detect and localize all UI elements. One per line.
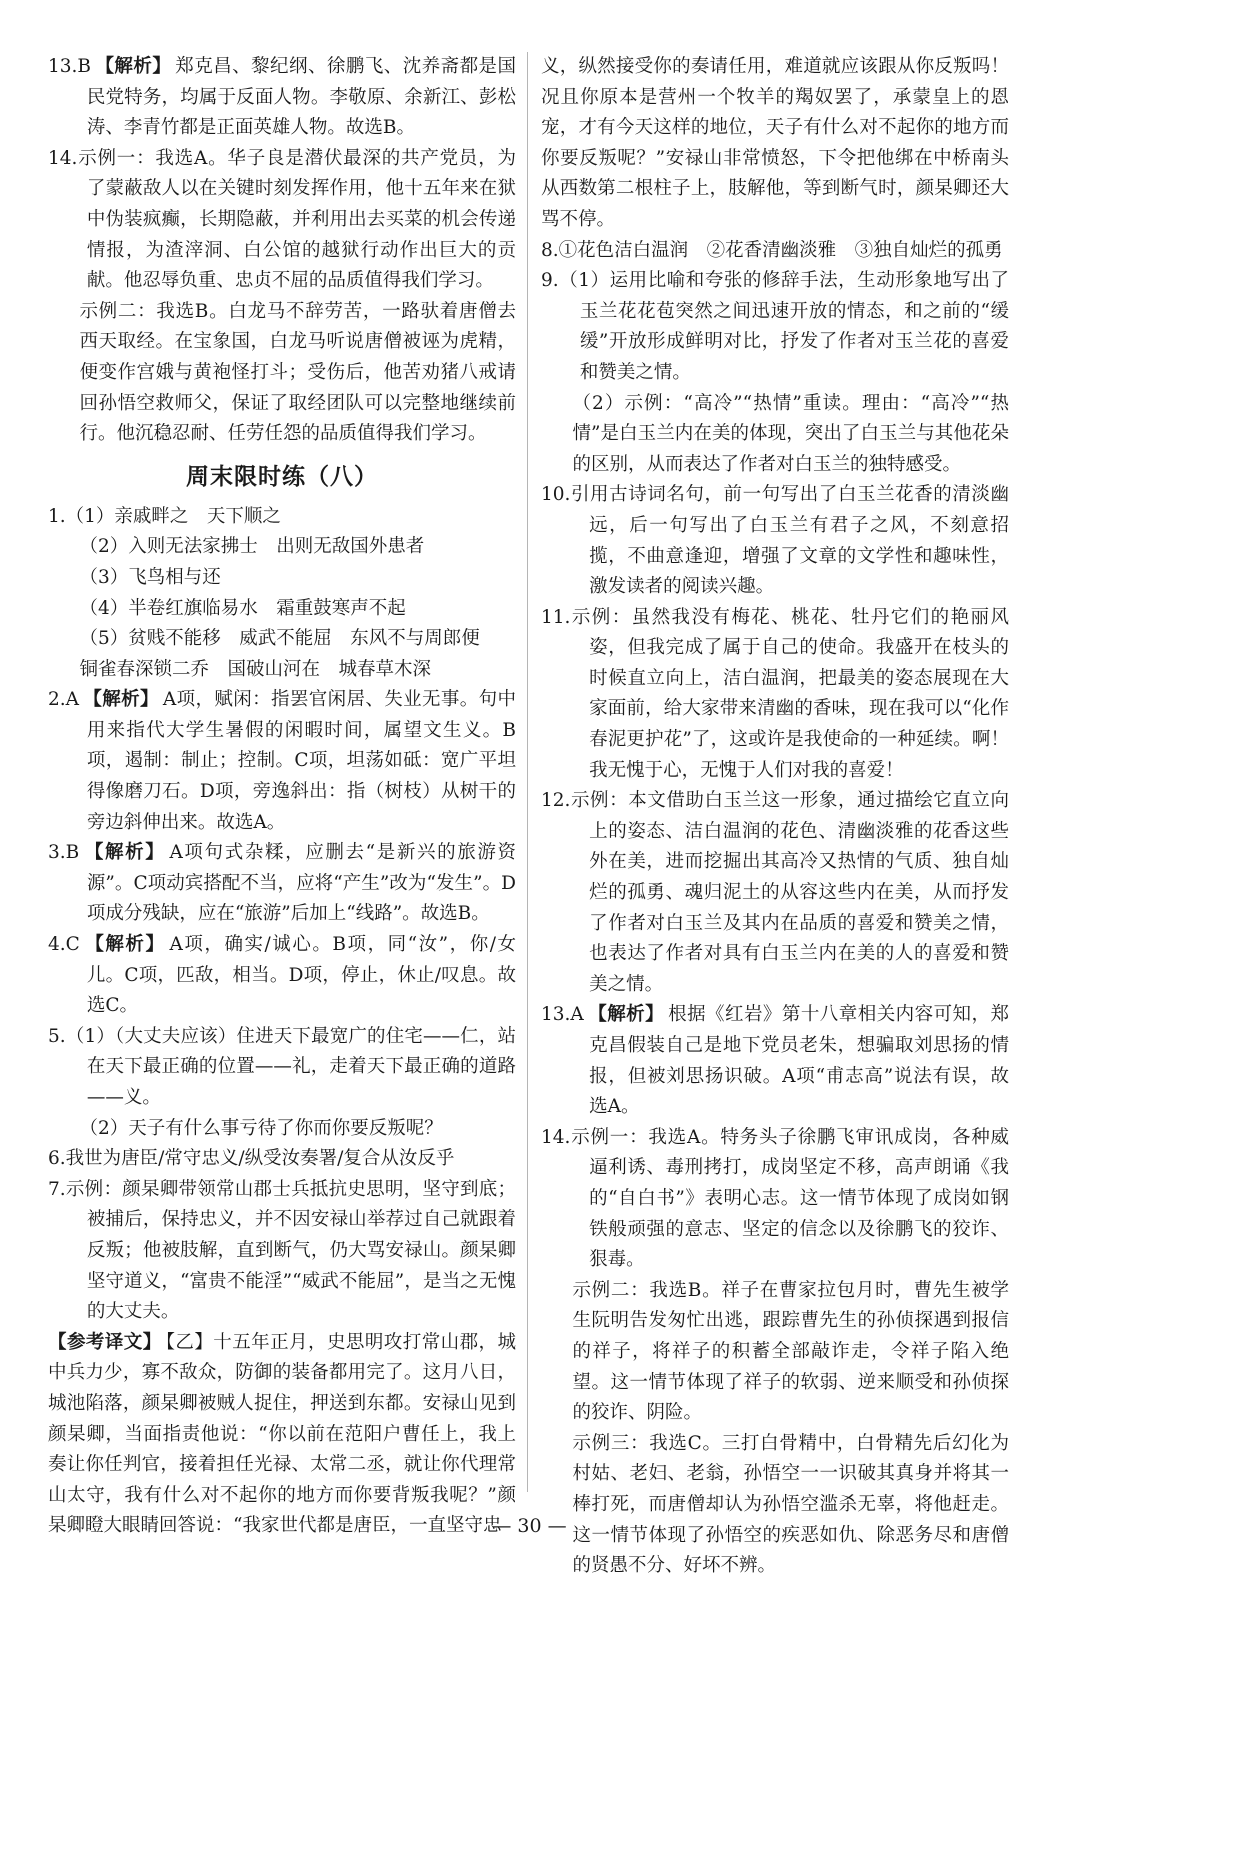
answer-10: 10.引用古诗词名句，前一句写出了白玉兰花香的清淡幽远，后一句写出了白玉兰有君子之风，不刻意招揽，不曲意逢迎，增强了文章的文学性和趣味性，激发读者的阅读兴趣。 (541, 484, 1009, 598)
answer-3: 3.B 【解析】 A项句式杂糅，应删去“是新兴的旅游资源”。C项动宾搭配不当，应将“产生”改为“发生”。D项成分残缺，应在“旅游”后加上“线路”。故选B。 (48, 842, 516, 925)
answer-1-line: （3）飞鸟相与还 (79, 566, 221, 588)
answer-1-line: （5）贫贱不能移 威武不能屈 东风不与周郎便 (79, 628, 480, 650)
answer-14-example-2: 示例二：我选B。白龙马不辞劳苦，一路驮着唐僧去西天取经。在宝象国，白龙马听说唐僧被诬为虎精，便变作宫娥与黄袍怪打斗；受伤后，他苦劝猪八戒请回孙悟空救师父，保证了取经团队可以完整地继续前行。他沉稳忍耐、任劳任怨的品质值得我们学习。 (79, 300, 516, 445)
section-title: 周末限时练（八） (186, 462, 378, 490)
answer-13: 13.A 【解析】 根据《红岩》第十八章相关内容可知，郑克昌假装自己是地下党员老朱，想骗取刘思扬的情报，但被刘思扬识破。A项“甫志高”说法有误，故选A。 (541, 1004, 1009, 1118)
answer-5: 5.（1）（大丈夫应该）住进天下最宽广的住宅——仁，站在天下最正确的位置——礼，走着天下最正确的道路——义。 (48, 1025, 516, 1108)
reference-translation: 【参考译文】 【乙】十五年正月，史思明攻打常山郡，城中兵力少，寡不敌众，防御的装备都用完了。这月八日，城池陷落，颜杲卿被贼人捉住，押送到东都。安禄山见到颜杲卿，当面指责他说：“你以前在范阳户曹任上，我上奏让你任判官，接着担任光禄、太常二丞，就让你代理常山太守，我有什么对不起你的地方而你要背叛我呢？”颜杲卿瞪大眼睛回答说：“我家世代都是唐臣，一直坚守忠 (48, 1331, 516, 1537)
answer-1-line: 铜雀春深锁二乔 国破山河在 城春草木深 (79, 658, 431, 680)
answer-14: 14.示例一：我选A。华子良是潜伏最深的共产党员，为了蒙蔽敌人以在关键时刻发挥作用，他十五年来在狱中伪装疯癫，长期隐蔽，并利用出去买菜的机会传递情报，为渣滓洞、白公馆的越狱行动作出巨大的贡献。他忍辱负重、忠贞不屈的品质值得我们学习。 (48, 147, 516, 292)
answer-2: 2.A 【解析】 A项，赋闲：指罢官闲居、失业无事。句中用来指代大学生暑假的闲暇时间，属望文生义。B项，遏制：制止；控制。C项，坦荡如砥：宽广平坦得像磨刀石。D项，旁逸斜出：指（树枝）从树干的旁边斜伸出来。故选A。 (48, 689, 516, 833)
right-column (541, 52, 1009, 1582)
answer-9: 9.（1）运用比喻和夸张的修辞手法，生动形象地写出了玉兰花花苞突然之间迅速开放的情态，和之前的“缓缓”开放形成鲜明对比，抒发了作者对玉兰花的喜爱和赞美之情。 (541, 270, 1009, 383)
answer-11: 11.示例：虽然我没有梅花、桃花、牡丹它们的艳丽风姿，但我完成了属于自己的使命。我盛开在枝头的时候直立向上，洁白温润，把最美的姿态展现在大家面前，给大家带来清幽的香味，现在我可以“化作春泥更护花”了，这或许是我使命的一种延续。啊！我无愧于心，无愧于人们对我的喜爱！ (541, 606, 1009, 781)
reference-translation-continued: 义，纵然接受你的奏请任用，难道就应该跟从你反叛吗！况且你原本是营州一个牧羊的羯奴罢了，承蒙皇上的恩宠，才有今天这样的地位，天子有什么对不起你的地方而你要反叛呢？”安禄山非常愤怒，下令把他绑在中桥南头从西数第二根柱子上，肢解他，等到断气时，颜杲卿还大骂不停。 (541, 56, 1009, 230)
left-column (48, 52, 516, 1542)
answer-14-example-3: 示例三：我选C。三打白骨精中，白骨精先后幻化为村姑、老妇、老翁，孙悟空一一识破其真身并将其一棒打死，而唐僧却认为孙悟空滥杀无辜，将他赶走。这一情节体现了孙悟空的疾恶如仇、除恶务尽和唐僧的贤愚不分、好坏不辨。 (572, 1432, 1009, 1577)
answer-14: 14.示例一：我选A。特务头子徐鹏飞审讯成岗，各种威逼利诱、毒刑拷打，成岗坚定不移，高声朗诵《我的“自白书”》表明心志。这一情节体现了成岗如钢铁般顽强的意志、坚定的信念以及徐鹏飞的狡诈、狠毒。 (541, 1126, 1009, 1271)
answer-9-part-2: （2）示例：“高冷”“热情”重读。理由：“高冷”“热情”是白玉兰内在美的体现，突出了白玉兰与其他花朵的区别，从而表达了作者对白玉兰的独特感受。 (572, 392, 1009, 475)
answer-6: 6.我世为唐臣/常守忠义/纵受汝奏署/复合从汝反乎 (48, 1148, 455, 1170)
answer-7: 7.示例：颜杲卿带领常山郡士兵抵抗史思明，坚守到底；被捕后，保持忠义，并不因安禄山举荐过自己就跟着反叛；他被肢解，直到断气，仍大骂安禄山。颜杲卿坚守道义，“富贵不能淫”“威武不能屈”，是当之无愧的大丈夫。 (48, 1178, 516, 1323)
answer-13: 13.B 【解析】 郑克昌、黎纪纲、徐鹏飞、沈养斋都是国民党特务，均属于反面人物。李敬原、余新江、彭松涛、李青竹都是正面英雄人物。故选B。 (48, 56, 516, 139)
answer-14-example-2: 示例二：我选B。祥子在曹家拉包月时，曹先生被学生阮明告发匆忙出逃，跟踪曹先生的孙侦探遇到报信的祥子，将祥子的积蓄全部敲诈走，令祥子陷入绝望。这一情节体现了祥子的软弱、逆来顺受和孙侦探的狡诈、阴险。 (572, 1279, 1009, 1424)
column-divider (527, 52, 528, 1492)
answer-8: 8.①花色洁白温润 ②花香清幽淡雅 ③独自灿烂的孤勇 (541, 239, 1003, 261)
answer-1-line: （4）半卷红旗临易水 霜重鼓寒声不起 (79, 597, 406, 619)
answer-4: 4.C 【解析】 A项，确实/诚心。B项，同“汝”，你/女儿。C项，匹敌，相当。D项，停止，休止/叹息。故选C。 (48, 934, 516, 1017)
answer-1-line: （2）入则无法家拂士 出则无敌国外患者 (79, 536, 425, 558)
page-number: — 30 — (492, 1515, 567, 1537)
answer-5-part-2: （2）天子有什么事亏待了你而你要反叛呢？ (79, 1117, 443, 1139)
answer-12: 12.示例：本文借助白玉兰这一形象，通过描绘它直立向上的姿态、洁白温润的花色、清幽淡雅的花香这些外在美，进而挖掘出其高冷又热情的气质、独自灿烂的孤勇、魂归泥土的从容这些内在美，从而抒发了作者对白玉兰及其内在品质的喜爱和赞美之情，也表达了作者对具有白玉兰内在美的人的喜爱和赞美之情。 (541, 790, 1009, 995)
answer-1: 1.（1）亲戚畔之 天下顺之 (48, 505, 281, 527)
